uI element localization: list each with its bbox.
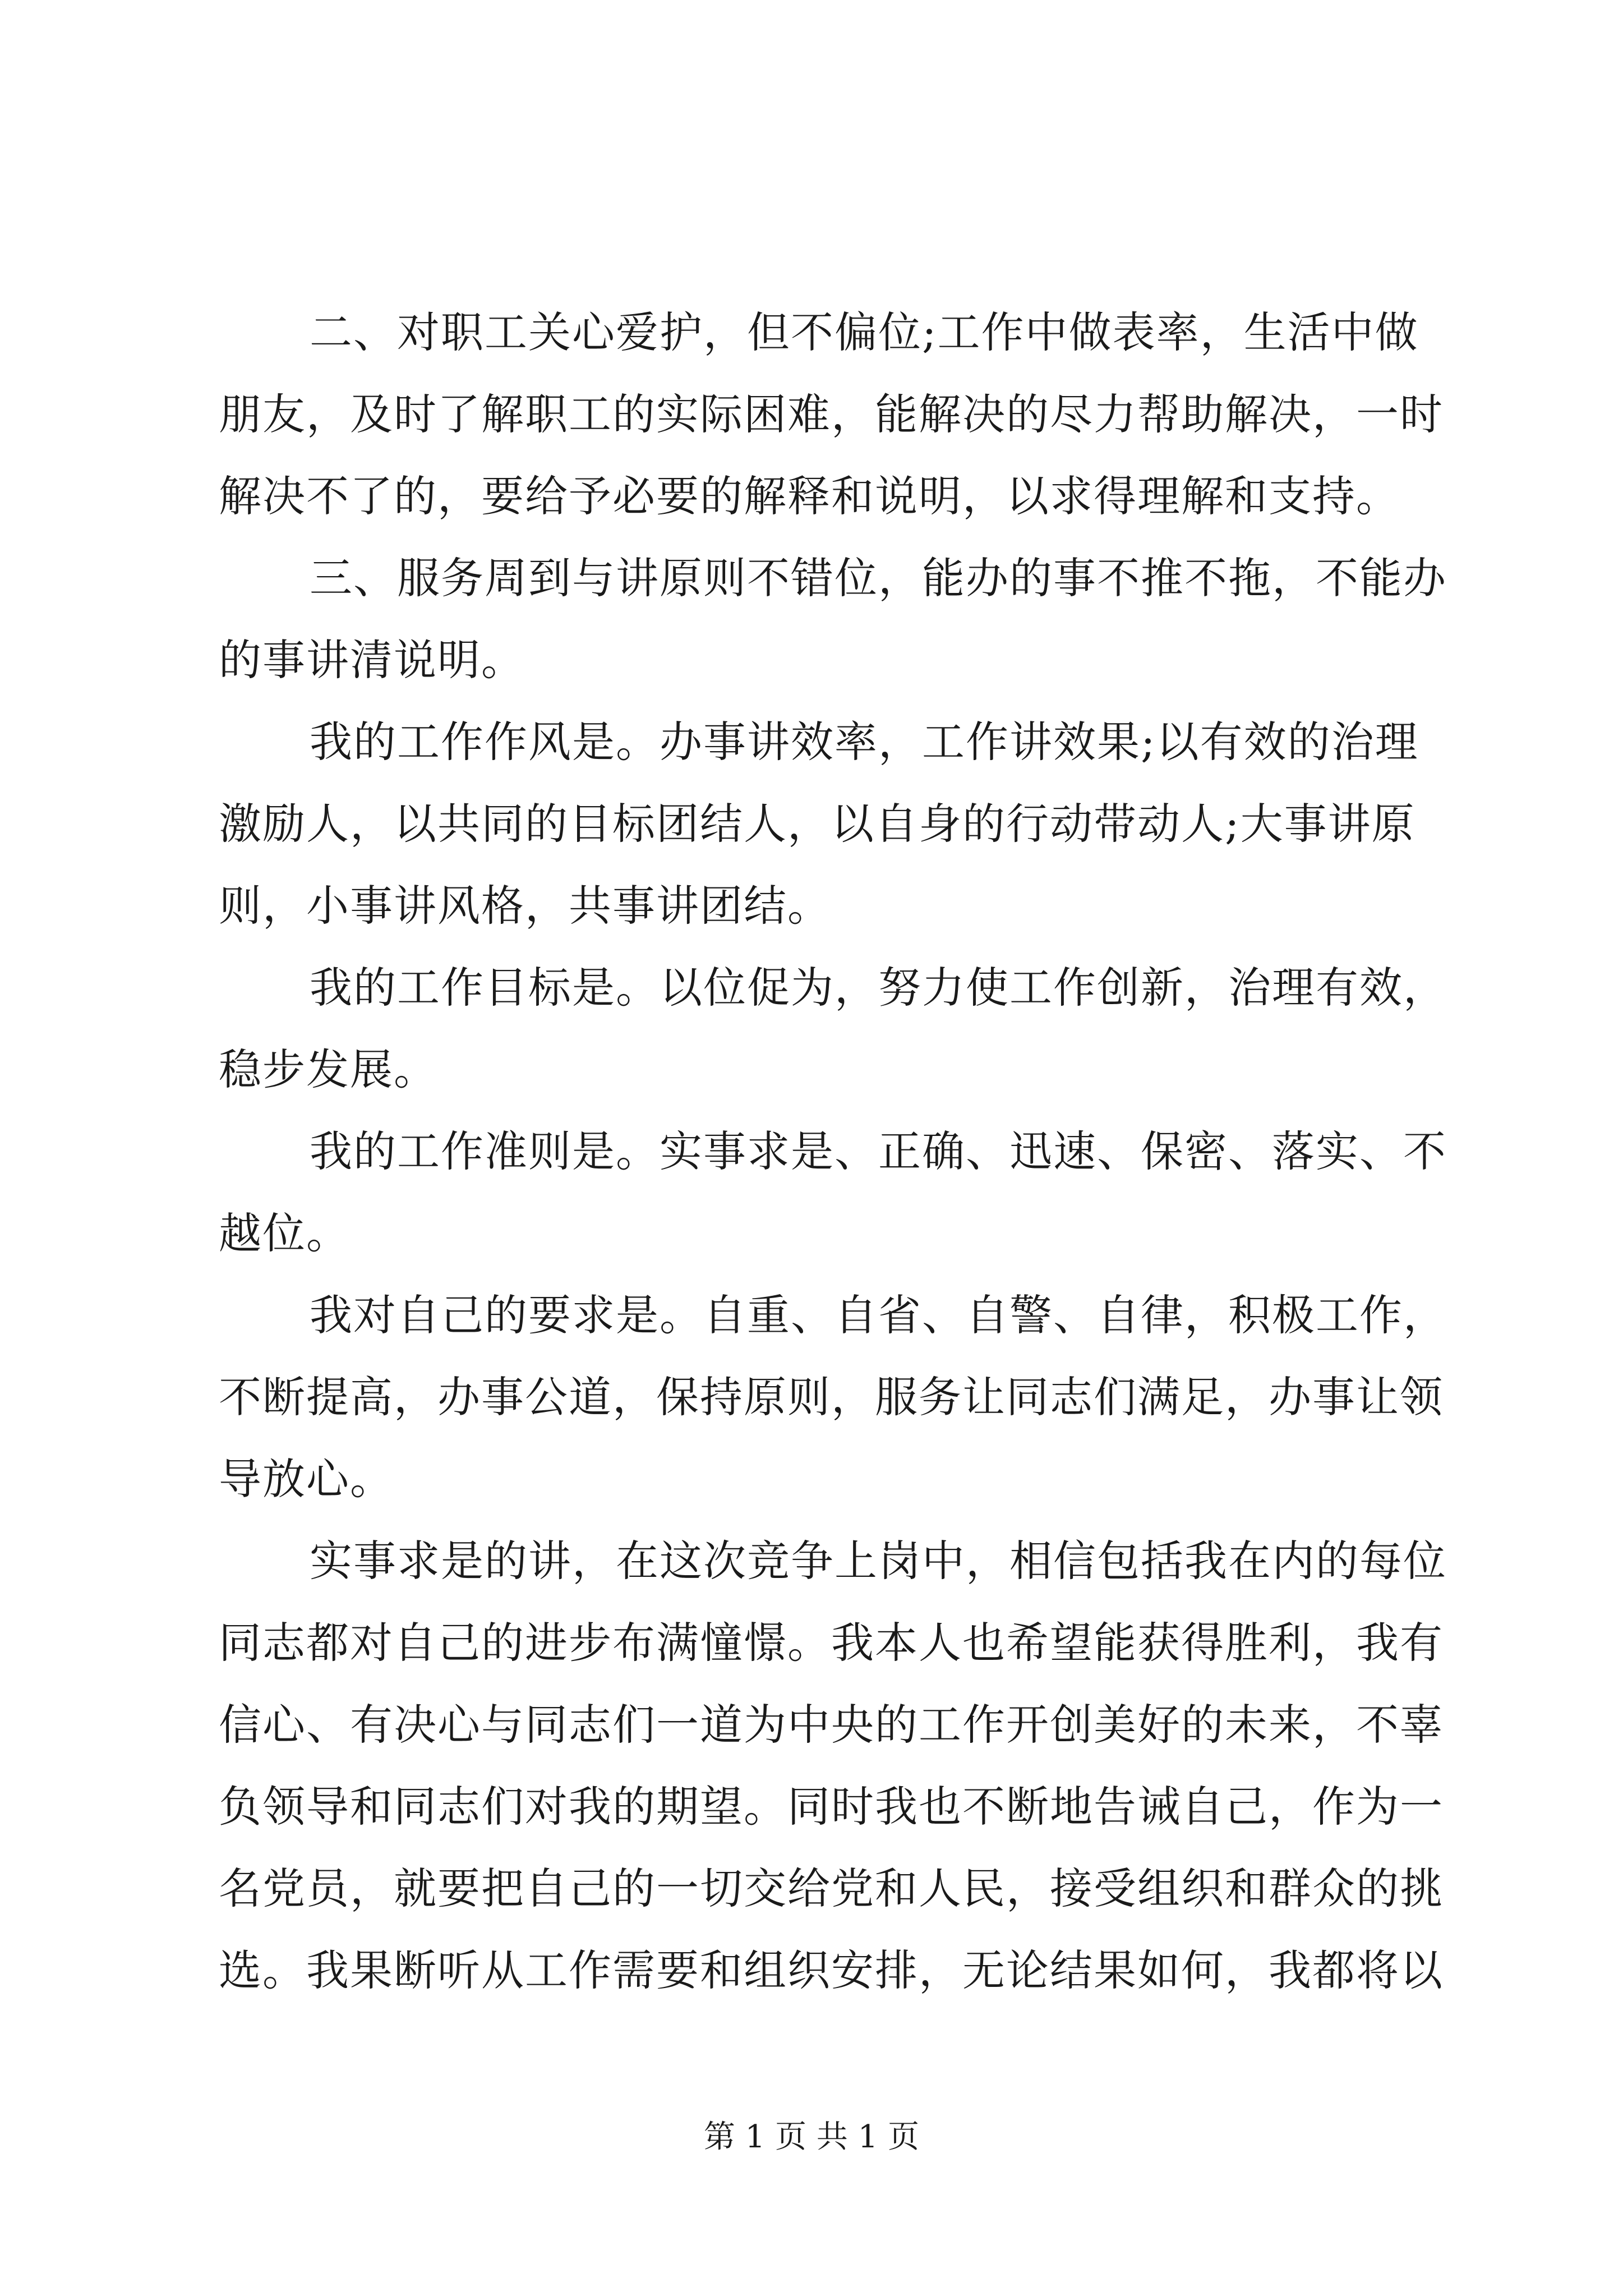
page-number-footer: 第 1 页 共 1 页 [703, 2119, 920, 2155]
text-line: 则，小事讲风格，共事讲团结。 [219, 881, 831, 931]
text-line: 朋友，及时了解职工的实际困难，能解决的尽力帮助解决，一时 [219, 389, 1444, 439]
text-line: 稳步发展。 [219, 1045, 437, 1094]
text-line: 同志都对自己的进步布满憧憬。我本人也希望能获得胜利，我有 [219, 1618, 1444, 1668]
text-line-para-3-start: 三、服务周到与讲原则不错位，能办的事不推不拖，不能办 [310, 553, 1447, 603]
text-line: 名党员，就要把自己的一切交给党和人民，接受组织和群众的挑 [219, 1864, 1444, 1913]
text-line: 的事讲清说明。 [219, 635, 525, 685]
text-line: 导放心。 [219, 1454, 394, 1504]
document-body [219, 292, 1447, 2012]
text-line: 选。我果断听从工作需要和组织安排，无论结果如何，我都将以 [219, 1945, 1444, 1995]
text-line-work-goal: 我的工作目标是。以位促为，努力使工作创新，治理有效， [310, 963, 1447, 1013]
text-line: 越位。 [219, 1208, 350, 1258]
text-line: 激励人，以共同的目标团结人，以自身的行动带动人;大事讲原 [219, 799, 1415, 849]
text-line: 不断提高，办事公道，保持原则，服务让同志们满足，办事让领 [219, 1372, 1444, 1422]
text-line: 信心、有决心与同志们一道为中央的工作开创美好的未来，不辜 [219, 1700, 1444, 1750]
text-line-closing-para-start: 实事求是的讲，在这次竞争上岗中，相信包括我在内的每位 [310, 1536, 1447, 1586]
text-line-para-2-start: 二、对职工关心爱护，但不偏位;工作中做表率，生活中做 [310, 307, 1419, 357]
text-line: 负领导和同志们对我的期望。同时我也不断地告诫自己，作为一 [219, 1782, 1444, 1832]
text-line-work-principle: 我的工作准则是。实事求是、正确、迅速、保密、落实、不 [310, 1126, 1447, 1176]
text-line: 解决不了的，要给予必要的解释和说明，以求得理解和支持。 [219, 471, 1400, 521]
text-line-self-requirement: 我对自己的要求是。自重、自省、自警、自律，积极工作， [310, 1290, 1447, 1340]
text-line-work-style: 我的工作作风是。办事讲效率，工作讲效果;以有效的治理 [310, 717, 1419, 767]
